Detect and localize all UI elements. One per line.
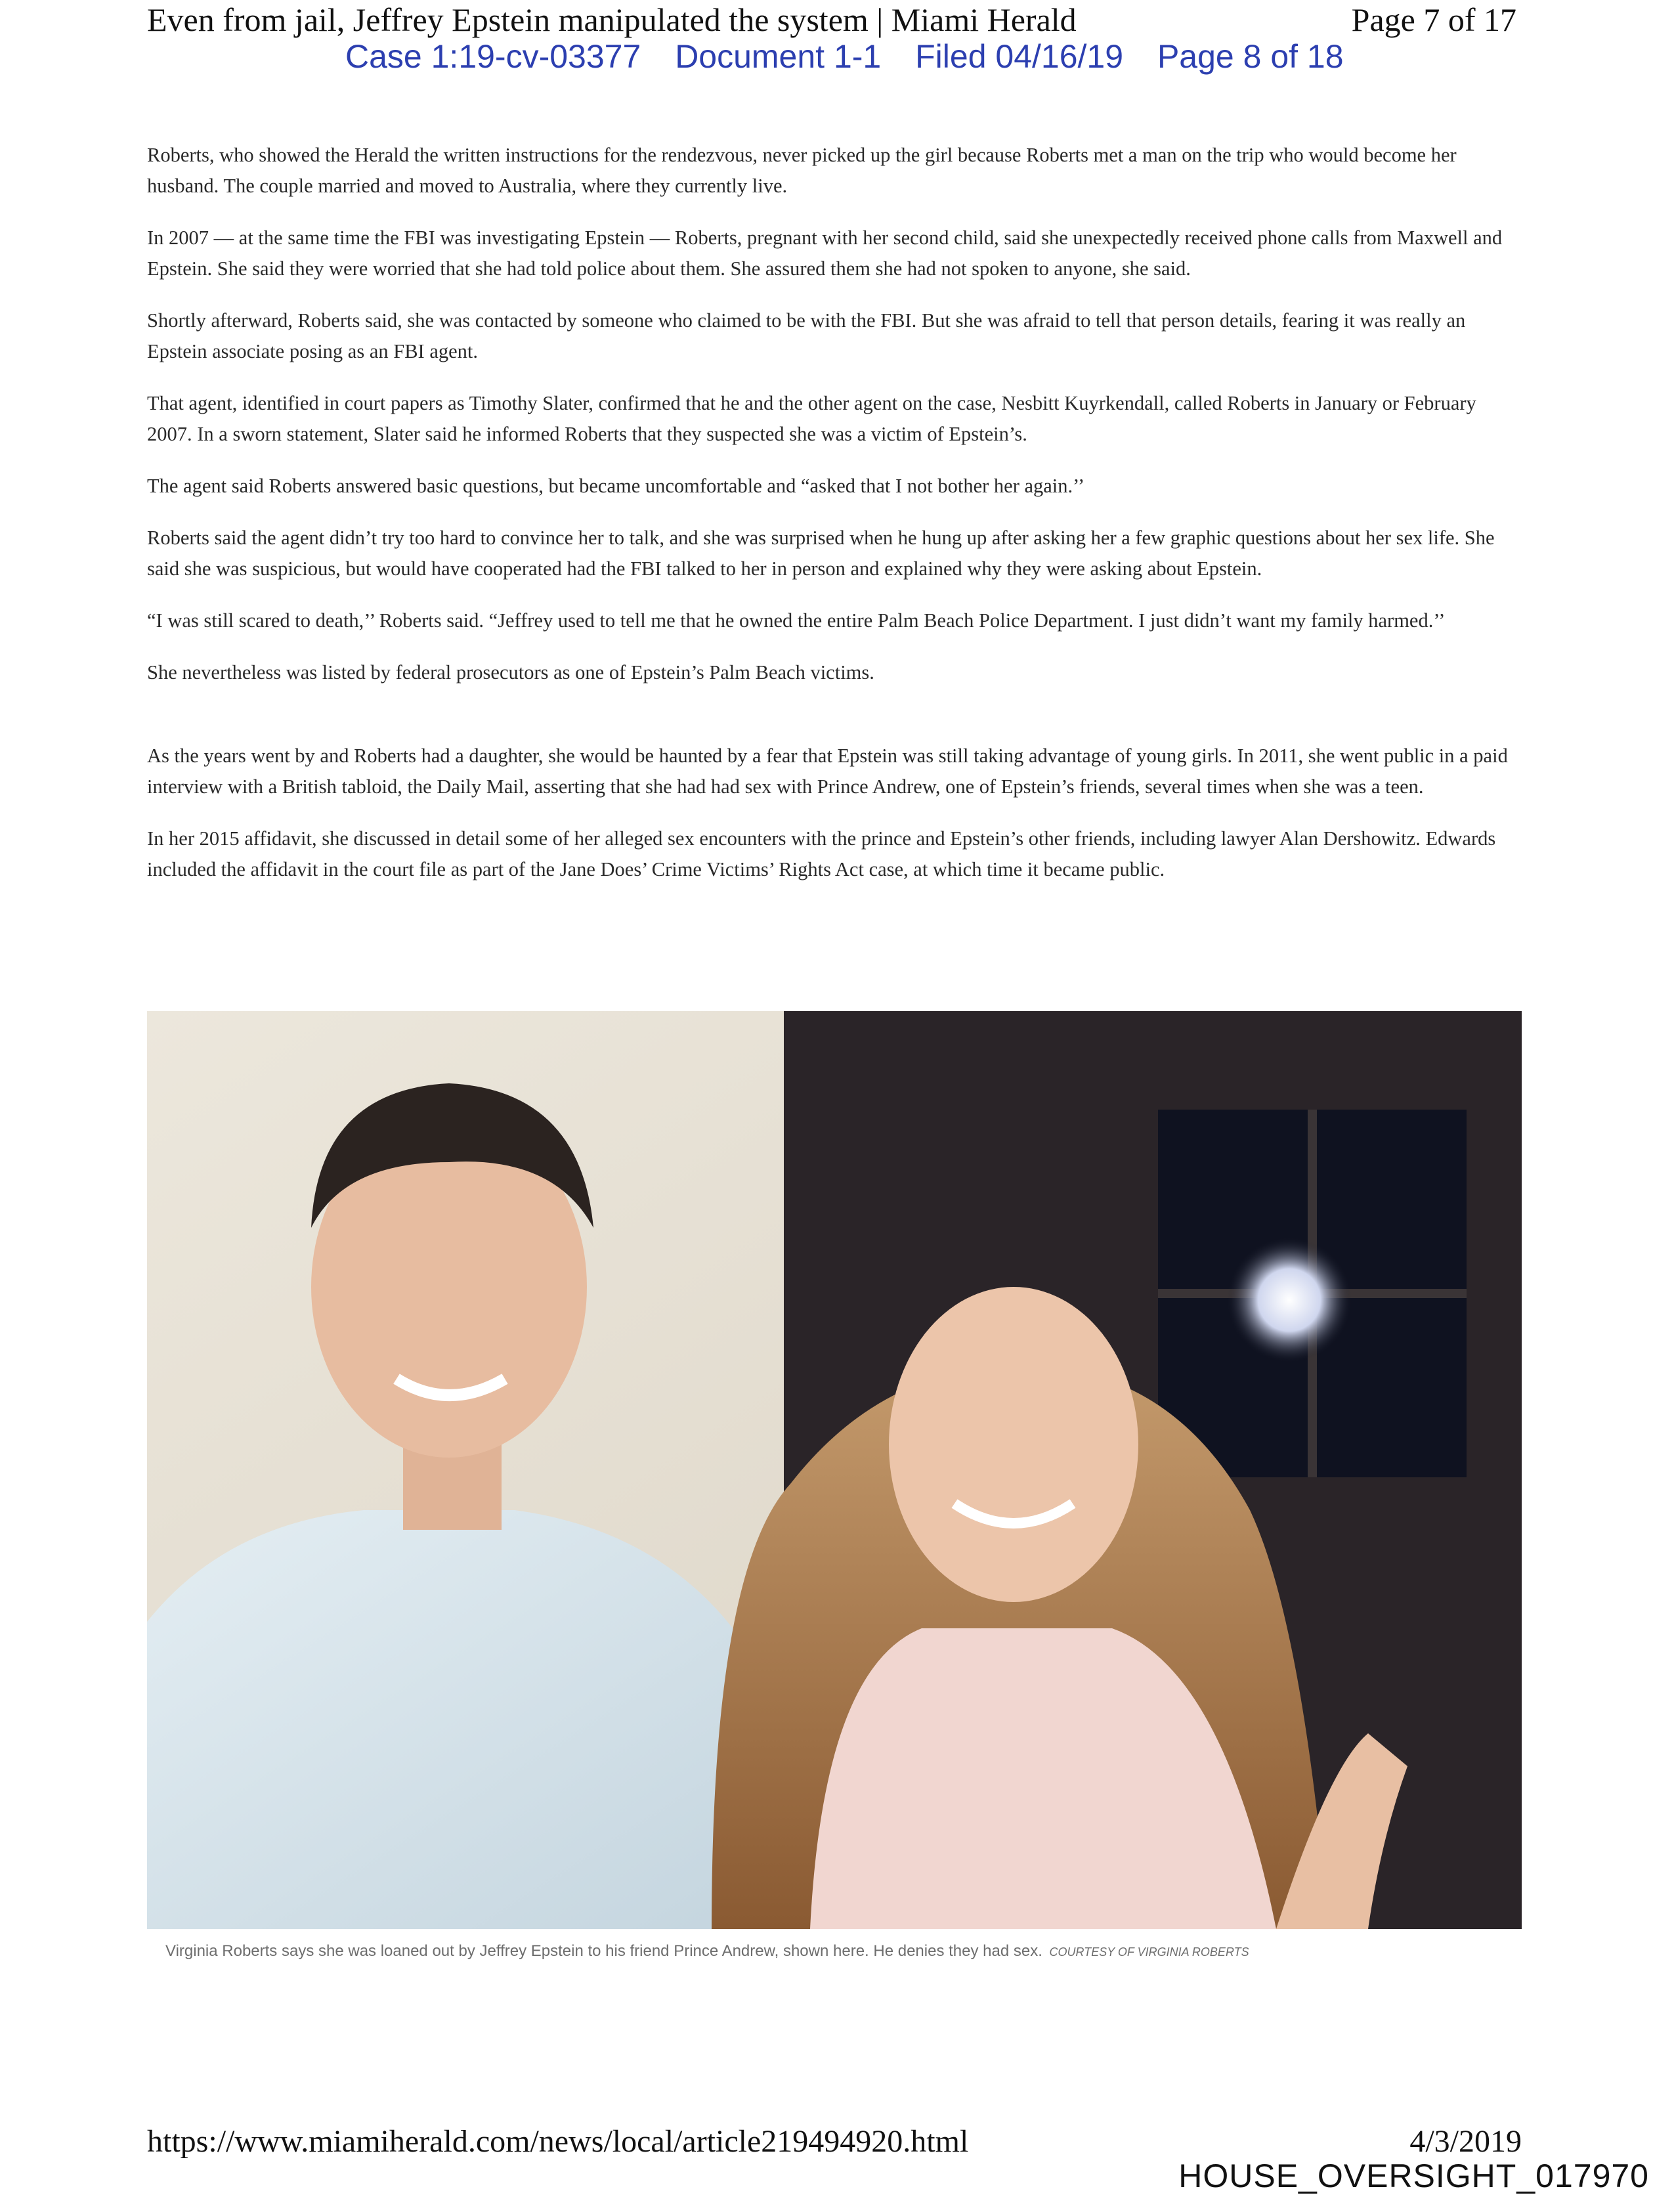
print-footer [147, 2122, 1522, 2161]
case-stamp [345, 37, 1369, 76]
paragraph: In her 2015 affidavit, she discussed in detail some of her alleged sex encounters with the prince and Epstein’s other friends, including lawyer Alan Dershowitz. Edwards included the affidavit in the court file as part of the Jane Does’ Crime Victims’ Rights Act case, at which time it became public. [147, 827, 1496, 880]
document-number: Document 1-1 [675, 38, 882, 75]
page-number: Page 7 of 17 [1351, 1, 1516, 38]
photo-caption [165, 1940, 1511, 1963]
paragraph: Roberts said the agent didn’t try too hard to convince her to talk, and she was surprised when he hung up after asking her a few graphic questions about her sex life. She said she was suspicious, but would have cooperated had the FBI talked to her in person and explained why they were asking about Epstein. [147, 527, 1495, 580]
case-page-number: Page 8 of 18 [1157, 38, 1344, 75]
case-number: Case 1:19-cv-03377 [345, 38, 641, 75]
paragraph: “I was still scared to death,’’ Roberts said. “Jeffrey used to tell me that he owned the entire Palm Beach Police Department. I just didn’t want my family harmed.’’ [147, 609, 1446, 632]
article-title: Even from jail, Jeffrey Epstein manipulated the system | Miami Herald [147, 1, 1077, 38]
caption-text: Virginia Roberts says she was loaned out by Jeffrey Epstein to his friend Prince Andrew, shown here. He denies they had sex. [165, 1942, 1042, 1960]
filed-date: Filed 04/16/19 [915, 38, 1124, 75]
paragraph: Shortly afterward, Roberts said, she was contacted by someone who claimed to be with the FBI. But she was afraid to tell that person details, fearing it was really an Epstein associate posing as an FBI agent. [147, 309, 1466, 362]
paragraph: She nevertheless was listed by federal prosecutors as one of Epstein’s Palm Beach victims. [147, 661, 874, 683]
photo-credit: COURTESY OF VIRGINIA ROBERTS [1049, 1945, 1249, 1959]
paragraph: As the years went by and Roberts had a daughter, she would be haunted by a fear that Epstein was still taking advantage of young girls. In 2011, she went public in a paid interview with a British tabloid, the Daily Mail, asserting that she had had sex with Prince Andrew, one of Epstein’s friends, several times when she was a teen. [147, 745, 1508, 798]
paragraph: Roberts, who showed the Herald the written instructions for the rendezvous, never picked up the girl because Roberts met a man on the trip who would become her husband. The couple married and moved to Australia, where they currently live. [147, 144, 1457, 197]
article-body [147, 140, 1522, 906]
photo-illustration [147, 1011, 1522, 1929]
paragraph: In 2007 — at the same time the FBI was investigating Epstein — Roberts, pregnant with her second child, said she unexpectedly received phone calls from Maxwell and Epstein. She said they were worried that she had told police about them. She assured them she had not spoken to anyone, she said. [147, 227, 1503, 280]
paragraph: That agent, identified in court papers as Timothy Slater, confirmed that he and the other agent on the case, Nesbitt Kuyrkendall, called Roberts in January or February 2007. In a sworn statement, Slater said he informed Roberts that they suspected she was a victim of Epstein’s. [147, 392, 1476, 445]
print-date: 4/3/2019 [1409, 2124, 1522, 2159]
article-photo [147, 1011, 1522, 1929]
source-url: https://www.miamiherald.com/news/local/article219494920.html [147, 2124, 969, 2159]
paragraph: The agent said Roberts answered basic questions, but became uncomfortable and “asked that I not bother her again.’’ [147, 475, 1085, 497]
print-header [147, 0, 1516, 39]
bates-number: HOUSE_OVERSIGHT_017970 [1178, 2158, 1649, 2194]
